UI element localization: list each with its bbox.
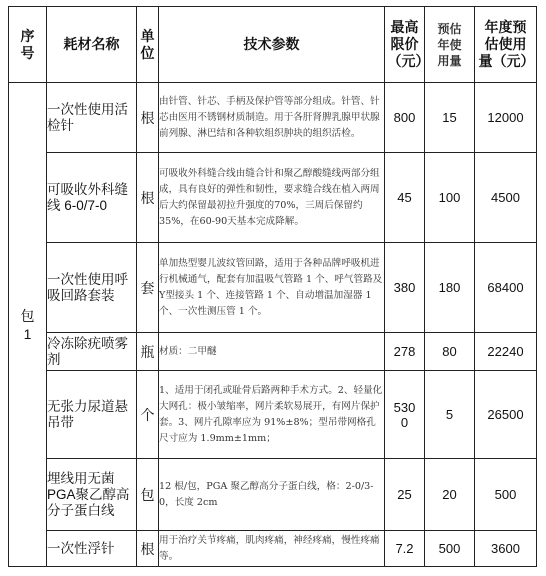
header-name: 耗材名称 bbox=[47, 7, 137, 83]
item-unit: 根 bbox=[137, 531, 159, 567]
table-row bbox=[9, 153, 537, 243]
item-name: 一次性使用活检针 bbox=[47, 83, 137, 153]
item-annual-cost: 12000 bbox=[475, 83, 537, 153]
item-unit: 个 bbox=[137, 371, 159, 459]
table-row bbox=[9, 83, 537, 153]
consumables-table bbox=[8, 6, 537, 567]
item-unit: 根 bbox=[137, 83, 159, 153]
item-max-price: 380 bbox=[385, 243, 425, 333]
item-max-price: 278 bbox=[385, 333, 425, 371]
item-annual-qty: 500 bbox=[425, 531, 475, 567]
item-name: 可吸收外科缝线 6-0/7-0 bbox=[47, 153, 137, 243]
item-name: 冷冻除疣喷雾剂 bbox=[47, 333, 137, 371]
header-annual-qty: 预估年使用量 bbox=[425, 7, 475, 83]
item-spec: 单加热型婴儿波纹管回路，适用于各种品牌呼吸机进行机械通气，配套有加温吸气管路 1 个、呼气管路及Y型接头 1 个、连接管路 1 个、自动增温加湿器 1 个、一次性测压管 1 个。 bbox=[159, 243, 385, 333]
item-max-price: 800 bbox=[385, 83, 425, 153]
item-annual-cost: 3600 bbox=[475, 531, 537, 567]
item-spec: 用于治疗关节疼痛，肌肉疼痛，神经疼痛，慢性疼痛等。 bbox=[159, 531, 385, 567]
header-row bbox=[9, 7, 537, 83]
item-name: 埋线用无菌PGA聚乙醇高分子蛋白线 bbox=[47, 459, 137, 531]
header-unit: 单位 bbox=[137, 7, 159, 83]
item-annual-qty: 5 bbox=[425, 371, 475, 459]
table-row bbox=[9, 243, 537, 333]
item-annual-qty: 20 bbox=[425, 459, 475, 531]
item-spec: 材质：二甲醚 bbox=[159, 333, 385, 371]
item-name: 一次性浮针 bbox=[47, 531, 137, 567]
table-row bbox=[9, 459, 537, 531]
header-seq: 序号 bbox=[9, 7, 47, 83]
header-max-price: 最高限价（元） bbox=[385, 7, 425, 83]
item-name: 一次性使用呼吸回路套装 bbox=[47, 243, 137, 333]
item-annual-qty: 80 bbox=[425, 333, 475, 371]
item-max-price: 7.2 bbox=[385, 531, 425, 567]
item-spec: 12 根/包，PGA 聚乙醇高分子蛋白线，格：2-0/3-0，长度 2cm bbox=[159, 459, 385, 531]
item-annual-cost: 22240 bbox=[475, 333, 537, 371]
item-annual-cost: 4500 bbox=[475, 153, 537, 243]
item-annual-cost: 26500 bbox=[475, 371, 537, 459]
item-unit: 包 bbox=[137, 459, 159, 531]
item-spec: 由针管、针芯、手柄及保护管等部分组成。针管、针芯由医用不锈钢材质制造。用于各肝肾脾乳腺甲状腺前列腺、淋巴结和各种软组织肿块的组织活检。 bbox=[159, 83, 385, 153]
item-annual-cost: 500 bbox=[475, 459, 537, 531]
table-row bbox=[9, 333, 537, 371]
item-unit: 瓶 bbox=[137, 333, 159, 371]
header-annual-cost: 年度预估使用量（元） bbox=[475, 7, 537, 83]
item-annual-qty: 15 bbox=[425, 83, 475, 153]
table-row bbox=[9, 531, 537, 567]
package-cell: 包1 bbox=[9, 83, 47, 567]
item-max-price: 5300 bbox=[385, 371, 425, 459]
item-spec: 1、适用于闭孔或耻骨后路两种手术方式。2、轻量化大网孔：极小皱缩率，网片柔软易展开，有网片保护套。3、网片孔隙率应为 91%±8%；型吊带网格孔尺寸应为 1.9mm±1mm； bbox=[159, 371, 385, 459]
item-max-price: 25 bbox=[385, 459, 425, 531]
item-max-price: 45 bbox=[385, 153, 425, 243]
header-spec: 技术参数 bbox=[159, 7, 385, 83]
item-spec: 可吸收外科缝合线由缝合针和聚乙醇酸缝线两部分组成，具有良好的弹性和韧性，要求缝合线在植入两周后大约保留最初拉升强度的70%，三周后保留约35%，在60-90天基本完成降解。 bbox=[159, 153, 385, 243]
table-row bbox=[9, 371, 537, 459]
item-unit: 套 bbox=[137, 243, 159, 333]
item-name: 无张力尿道悬吊带 bbox=[47, 371, 137, 459]
item-annual-qty: 180 bbox=[425, 243, 475, 333]
item-unit: 根 bbox=[137, 153, 159, 243]
item-annual-qty: 100 bbox=[425, 153, 475, 243]
item-annual-cost: 68400 bbox=[475, 243, 537, 333]
